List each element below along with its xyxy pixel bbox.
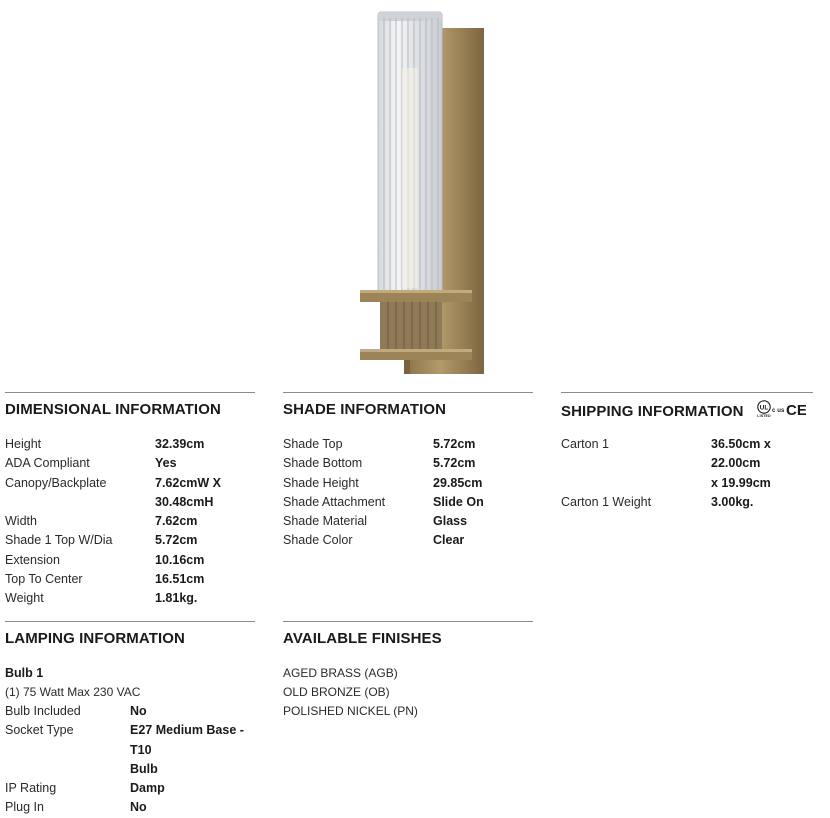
spec-label: Height xyxy=(5,437,42,451)
spec-value: Damp xyxy=(130,781,165,796)
certification-icons xyxy=(756,400,806,424)
spec-value: Yes xyxy=(155,456,177,471)
spec-row xyxy=(5,474,255,513)
spec-row xyxy=(283,474,533,493)
spec-row xyxy=(283,531,533,550)
section-divider xyxy=(561,392,813,393)
spec-value: E27 Medium Base - T10 Bulb xyxy=(130,723,244,776)
spec-label: Top To Center xyxy=(5,572,83,587)
spec-label: Weight xyxy=(5,591,44,606)
finishes-section xyxy=(283,621,533,721)
shade-title: SHADE INFORMATION xyxy=(283,401,447,418)
shipping-title: SHIPPING INFORMATION xyxy=(561,402,744,420)
spec-row xyxy=(283,435,533,454)
spec-label: Shade Top xyxy=(283,437,343,451)
shade-section xyxy=(283,392,533,551)
spec-row xyxy=(561,435,813,493)
spec-value: 29.85cm xyxy=(433,475,483,490)
spec-value: No xyxy=(130,800,147,815)
svg-text:CE: CE xyxy=(785,402,806,418)
spec-label: Socket Type xyxy=(5,723,74,738)
spec-row xyxy=(5,721,255,779)
spec-value: 1.81kg. xyxy=(155,591,198,606)
svg-text:UL: UL xyxy=(759,404,769,412)
spec-value: 16.51cm xyxy=(155,572,205,587)
ul-ce-certification-icon xyxy=(756,400,806,418)
spec-value: 36.50cm x 22.00cm x 19.99cm xyxy=(711,437,771,490)
spec-value: 3.00kg. xyxy=(711,494,754,509)
spec-value: 7.62cm xyxy=(155,514,198,529)
dimensional-section xyxy=(5,392,255,609)
svg-text:LISTED: LISTED xyxy=(757,414,771,418)
spec-label: Shade 1 Top W/Dia xyxy=(5,533,113,548)
spec-label: Width xyxy=(5,514,37,529)
finish-item: OLD BRONZE (OB) xyxy=(283,685,390,699)
product-image xyxy=(352,8,492,376)
spec-row xyxy=(5,779,255,798)
bulb-description: (1) 75 Watt Max 230 VAC xyxy=(5,685,141,699)
spec-label: Shade Material xyxy=(283,514,368,529)
spec-value: 5.72cm xyxy=(433,437,476,451)
finish-item: AGED BRASS (AGB) xyxy=(283,666,398,680)
finish-item: POLISHED NICKEL (PN) xyxy=(283,704,418,718)
spec-label: ADA Compliant xyxy=(5,456,90,471)
spec-label: Carton 1 Weight xyxy=(561,494,652,509)
spec-row xyxy=(5,798,255,817)
spec-row xyxy=(5,454,255,473)
lamping-section xyxy=(5,621,255,818)
section-divider xyxy=(5,621,255,622)
spec-value: No xyxy=(130,704,147,718)
spec-row xyxy=(283,493,533,512)
spec-row xyxy=(283,512,533,531)
spec-row xyxy=(5,435,255,454)
spec-label: Bulb Included xyxy=(5,704,81,718)
lamping-title: LAMPING INFORMATION xyxy=(5,630,185,647)
spec-row xyxy=(5,570,255,589)
spec-label: Plug In xyxy=(5,800,44,815)
bulb-heading: Bulb 1 xyxy=(5,666,44,680)
svg-text:c us: c us xyxy=(771,408,785,414)
spec-value: 5.72cm xyxy=(155,533,198,548)
spec-row xyxy=(561,493,813,512)
spec-value: 5.72cm xyxy=(433,456,476,471)
spec-row xyxy=(5,512,255,531)
spec-row xyxy=(5,589,255,608)
spec-label: Extension xyxy=(5,552,60,567)
spec-row xyxy=(5,551,255,570)
spec-label: Carton 1 xyxy=(561,437,609,451)
shipping-title-row xyxy=(561,400,813,420)
spec-value: Glass xyxy=(433,514,468,529)
spec-label: IP Rating xyxy=(5,781,57,796)
spec-label: Shade Attachment xyxy=(283,494,386,509)
spec-row xyxy=(5,702,255,721)
spec-label: Canopy/Backplate xyxy=(5,475,107,490)
wall-sconce-illustration xyxy=(352,8,492,376)
dimensional-title: DIMENSIONAL INFORMATION xyxy=(5,401,221,418)
spec-label: Shade Bottom xyxy=(283,456,363,471)
spec-row xyxy=(283,454,533,473)
finishes-title: AVAILABLE FINISHES xyxy=(283,630,442,647)
spec-value: Clear xyxy=(433,533,465,548)
spec-value: 7.62cmW X 30.48cmH xyxy=(155,475,222,509)
spec-row xyxy=(5,531,255,550)
spec-value: 10.16cm xyxy=(155,552,205,567)
spec-value: 32.39cm xyxy=(155,437,205,451)
spec-label: Shade Color xyxy=(283,533,353,548)
section-divider xyxy=(5,392,255,393)
shipping-section xyxy=(561,392,813,512)
section-divider xyxy=(283,392,533,393)
section-divider xyxy=(283,621,533,622)
spec-value: Slide On xyxy=(433,494,484,509)
spec-label: Shade Height xyxy=(283,475,359,490)
